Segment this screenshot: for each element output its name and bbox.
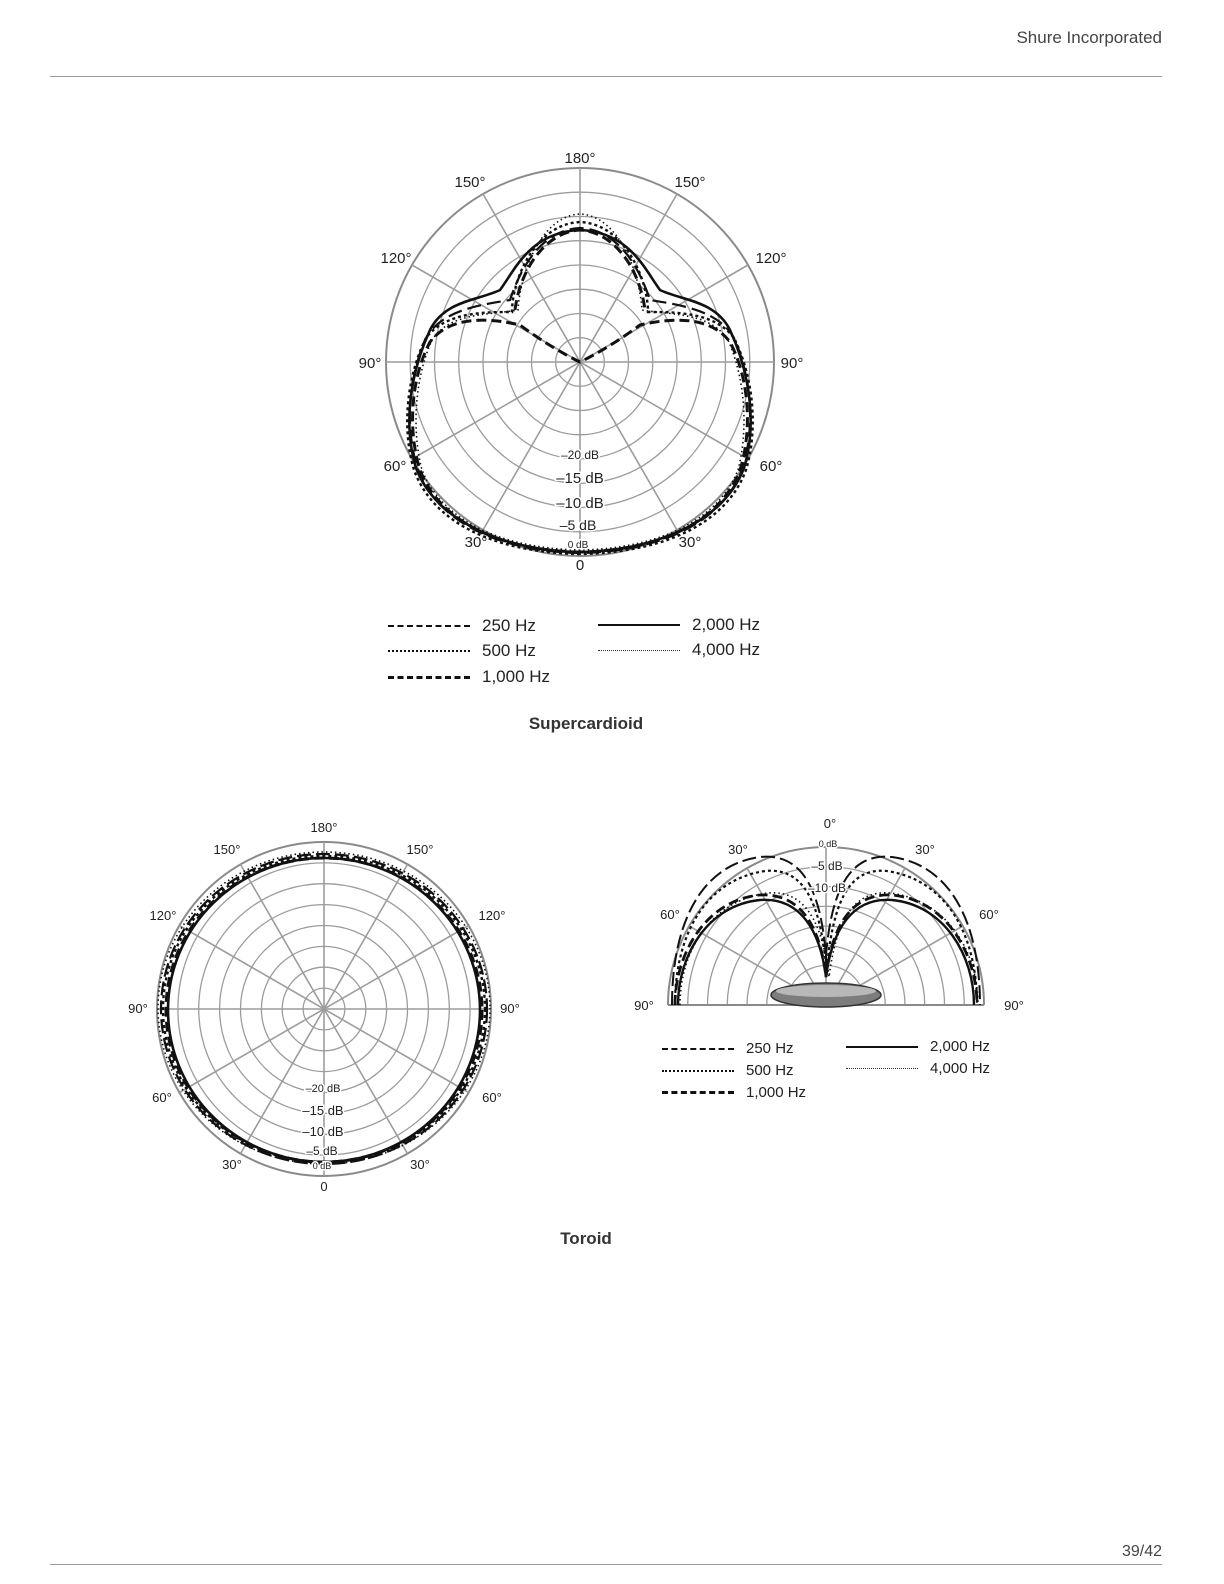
legend-item-2000hz <box>598 615 760 635</box>
toroid-db-label-minus15: –15 dB <box>302 1103 344 1118</box>
toroid-top-db-label-minus10: –10 dB <box>807 881 847 895</box>
angle-label-30-left: 30° <box>464 534 488 551</box>
toroid-side-polar-svg <box>115 810 535 1210</box>
angle-label-150-left: 150° <box>454 174 486 191</box>
footer-rule <box>50 1564 1162 1565</box>
db-label-minus10: –10 dB <box>556 495 604 512</box>
toroid-legend-label-500hz: 500 Hz <box>746 1062 794 1079</box>
legend-label-500hz: 500 Hz <box>482 641 536 660</box>
angle-label-0: 0 <box>575 557 585 574</box>
toroid-legend-swatch-250hz <box>662 1048 734 1050</box>
supercardioid-legend <box>388 612 808 697</box>
angle-label-120-right: 120° <box>755 250 787 267</box>
legend-label-4000hz: 4,000 Hz <box>692 640 761 659</box>
toroid-top-polar-plot <box>620 805 1040 1025</box>
page-number: 39/42 <box>1121 1543 1162 1560</box>
db-label-minus20: –20 dB <box>560 448 600 462</box>
angle-label-120-left: 120° <box>380 250 412 267</box>
legend-swatch-500hz <box>388 650 470 652</box>
legend-swatch-4000hz <box>598 650 680 651</box>
legend-item-500hz <box>388 641 536 661</box>
toroid-legend-item-1000hz <box>662 1084 806 1101</box>
toroid-legend-item-500hz <box>662 1062 794 1079</box>
toroid-top-angle-label-30-right: 30° <box>915 842 935 857</box>
legend-label-2000hz: 2,000 Hz <box>692 615 761 634</box>
toroid-angle-label-180: 180° <box>310 820 338 835</box>
toroid-legend-swatch-4000hz <box>846 1068 918 1069</box>
toroid-legend-label-250hz: 250 Hz <box>746 1040 794 1057</box>
legend-item-4000hz <box>598 640 760 660</box>
header-company: Shure Incorporated <box>1016 28 1162 47</box>
toroid-top-angle-label-30-left: 30° <box>728 842 748 857</box>
toroid-legend-item-250hz <box>662 1040 794 1057</box>
db-label-minus15: –15 dB <box>556 470 604 487</box>
angle-label-150-right: 150° <box>674 174 706 191</box>
toroid-side-db-labels <box>302 1083 343 1171</box>
legend-swatch-250hz <box>388 625 470 627</box>
angle-label-60-left: 60° <box>383 458 407 475</box>
toroid-top-angle-label-0: 0° <box>823 816 837 831</box>
toroid-db-label-0: 0 dB <box>312 1161 332 1171</box>
toroid-top-angle-label-60-left: 60° <box>660 907 680 922</box>
toroid-legend-item-4000hz <box>846 1060 990 1077</box>
toroid-db-label-minus5: –5 dB <box>306 1144 338 1158</box>
toroid-side-polar-plot <box>115 810 535 1210</box>
toroid-top-polar-svg <box>620 805 1040 1025</box>
toroid-legend-item-2000hz <box>846 1038 990 1055</box>
toroid-angle-label-90-left: 90° <box>128 1001 148 1016</box>
toroid-legend <box>662 1038 1022 1108</box>
db-label-0: 0 dB <box>567 540 589 551</box>
legend-label-250hz: 250 Hz <box>482 616 536 635</box>
toroid-angle-label-30-left: 30° <box>222 1157 242 1172</box>
toroid-angle-label-150-right: 150° <box>406 842 434 857</box>
legend-label-1000hz: 1,000 Hz <box>482 667 551 686</box>
toroid-angle-label-0: 0 <box>320 1179 328 1194</box>
toroid-angle-label-30-right: 30° <box>410 1157 430 1172</box>
header-rule <box>50 76 1162 77</box>
toroid-legend-label-1000hz: 1,000 Hz <box>746 1084 807 1101</box>
toroid-angle-label-120-right: 120° <box>478 908 506 923</box>
toroid-angle-label-60-right: 60° <box>482 1090 502 1105</box>
toroid-top-microphone-icon <box>771 983 881 1007</box>
supercardioid-polar-svg <box>340 140 820 600</box>
legend-swatch-1000hz <box>388 676 470 679</box>
db-label-minus5: –5 dB <box>559 517 597 533</box>
toroid-legend-swatch-1000hz <box>662 1091 734 1094</box>
toroid-db-label-minus10: –10 dB <box>302 1124 344 1139</box>
angle-label-180: 180° <box>564 150 596 167</box>
supercardioid-caption: Supercardioid <box>528 714 644 733</box>
toroid-angle-label-90-right: 90° <box>500 1001 520 1016</box>
supercardioid-polar-plot <box>340 140 820 600</box>
toroid-legend-label-4000hz: 4,000 Hz <box>930 1060 991 1077</box>
toroid-top-db-label-0: 0 dB <box>818 839 838 849</box>
angle-label-30-right: 30° <box>678 534 702 551</box>
angle-label-90-left: 90° <box>358 355 382 372</box>
toroid-angle-label-150-left: 150° <box>213 842 241 857</box>
toroid-legend-swatch-2000hz <box>846 1046 918 1048</box>
legend-item-250hz <box>388 616 536 636</box>
toroid-angle-label-60-left: 60° <box>152 1090 172 1105</box>
toroid-db-label-minus20: –20 dB <box>305 1083 341 1095</box>
angle-label-90-right: 90° <box>780 355 804 372</box>
legend-swatch-2000hz <box>598 624 680 626</box>
toroid-top-angle-label-90-left: 90° <box>634 998 654 1013</box>
toroid-legend-label-2000hz: 2,000 Hz <box>930 1038 991 1055</box>
toroid-angle-label-120-left: 120° <box>149 908 177 923</box>
toroid-top-angle-label-60-right: 60° <box>979 907 999 922</box>
toroid-caption: Toroid <box>560 1229 612 1248</box>
legend-item-1000hz <box>388 667 550 687</box>
toroid-top-db-label-minus5: –5 dB <box>811 859 843 873</box>
toroid-legend-swatch-500hz <box>662 1070 734 1072</box>
toroid-top-angle-label-90-right: 90° <box>1004 998 1024 1013</box>
angle-label-60-right: 60° <box>759 458 783 475</box>
